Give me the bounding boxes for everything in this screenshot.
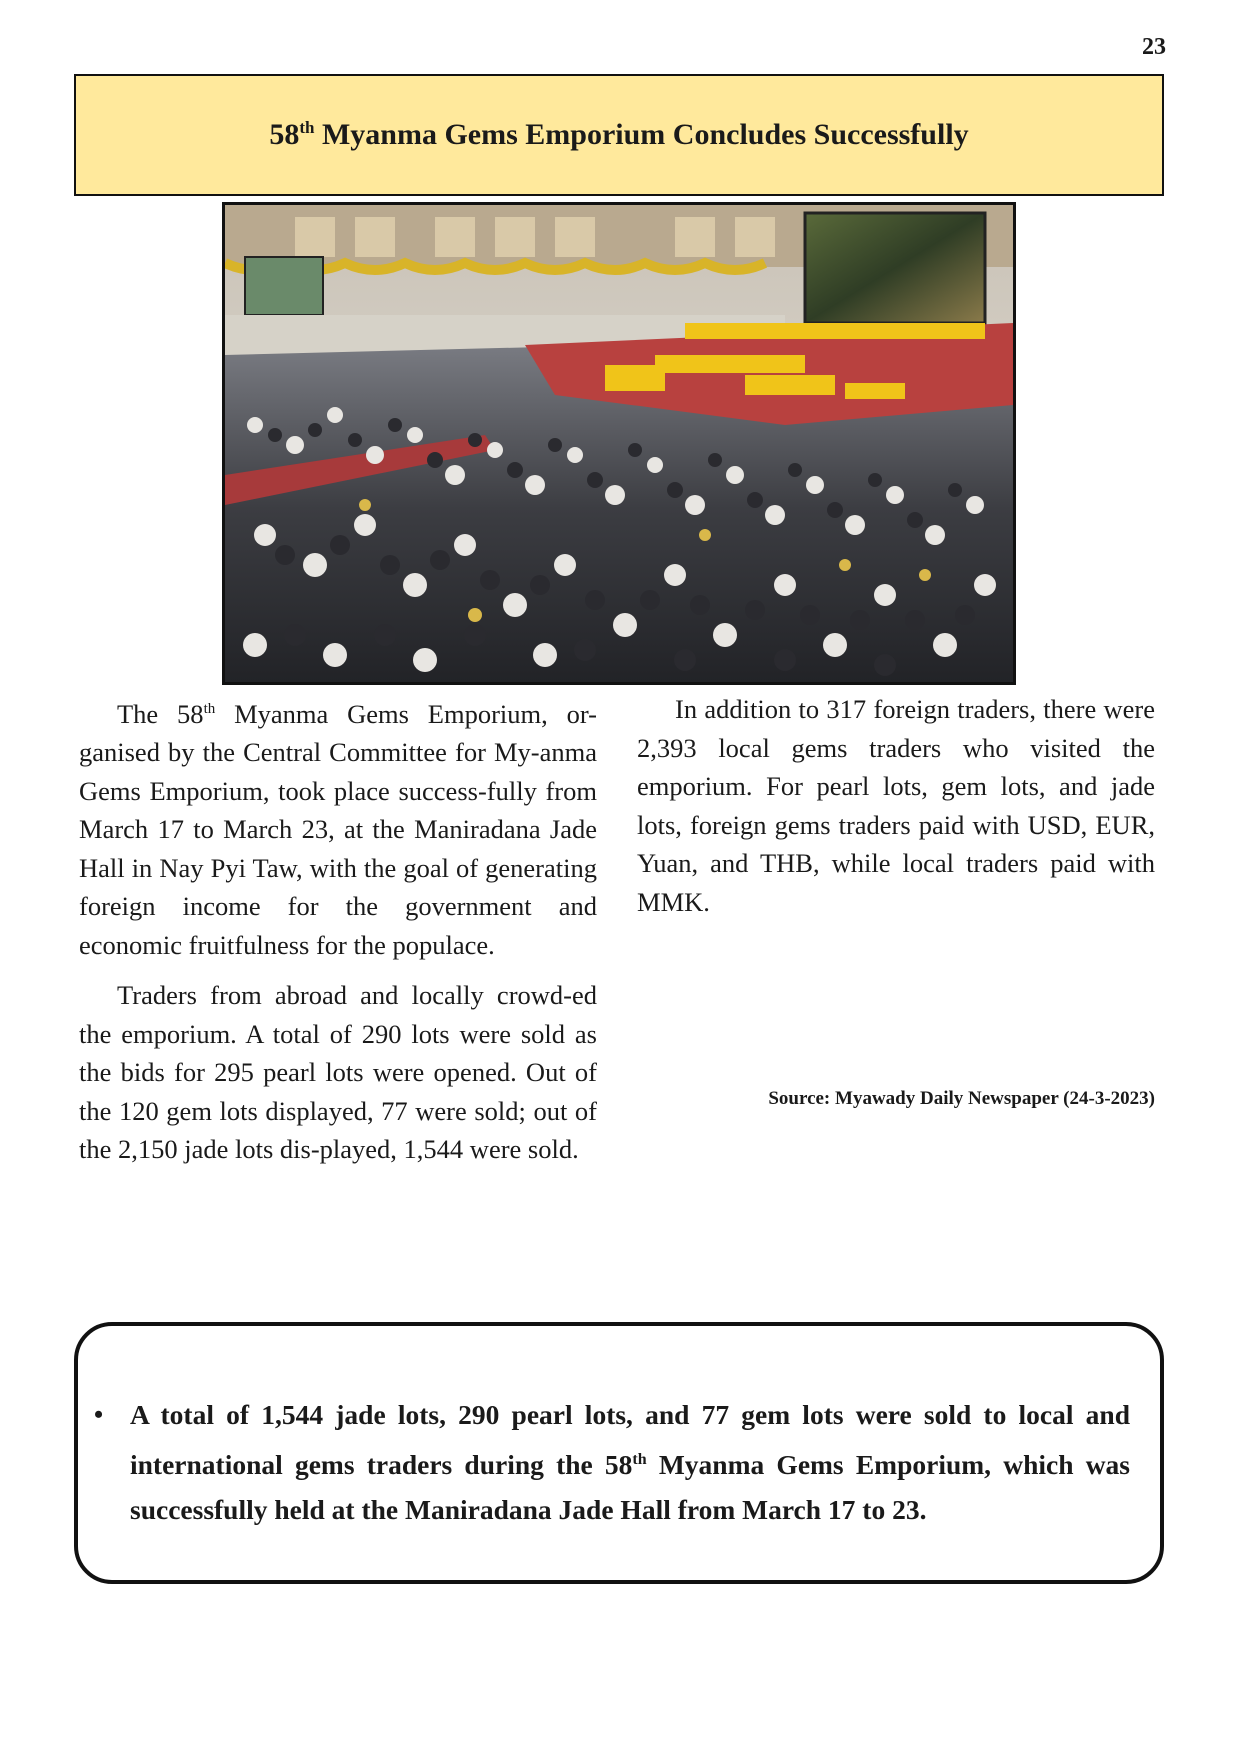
emporium-hall-photo <box>222 202 1016 685</box>
bullet-icon: • <box>94 1400 104 1429</box>
article-paragraph: Traders from abroad and locally crowd-ed the emporium. A total of 290 lots were sold as the bids for 295 pearl lots were opened. Out of the 120 gem lots displayed, 77 were sold; out of the 2,150 jade lots dis-played, 1,544 were sold. <box>79 980 597 1165</box>
article-left-column <box>79 690 597 1169</box>
source-citation: Source: Myawady Daily Newspaper (24-3-2023) <box>768 1088 1155 1109</box>
article-right-column <box>637 690 1155 921</box>
page-number: 23 <box>1142 34 1166 60</box>
key-point-item: • A total of 1,544 jade lots, 290 pearl lots, and 77 gem lots were sold to local and international gems traders during the 58th Myanma Gems Emporium, which was successfully held at the Maniradana Jade Hall from March 17 to 23. <box>130 1392 1130 1532</box>
article-paragraph: The 58th Myanma Gems Emporium, or-ganised by the Central Committee for My-anma Gems Emporium, took place success-fully from March 17 to March 23, at the Maniradana Jade Hall in Nay Pyi Taw, with the goal of generating foreign income for the government and economic fruitfulness for the populace. <box>79 698 598 960</box>
article-paragraph: In addition to 317 foreign traders, there were 2,393 local gems traders who visited the emporium. For pearl lots, gem lots, and jade lots, foreign gems traders paid with USD, EUR, Yuan, and THB, while local traders paid with MMK. <box>637 694 1155 917</box>
page-title: 58th Myanma Gems Emporium Concludes Successfully <box>269 118 969 151</box>
key-point-list <box>94 1392 1130 1532</box>
key-point-box <box>74 1322 1164 1584</box>
title-banner <box>74 74 1164 196</box>
